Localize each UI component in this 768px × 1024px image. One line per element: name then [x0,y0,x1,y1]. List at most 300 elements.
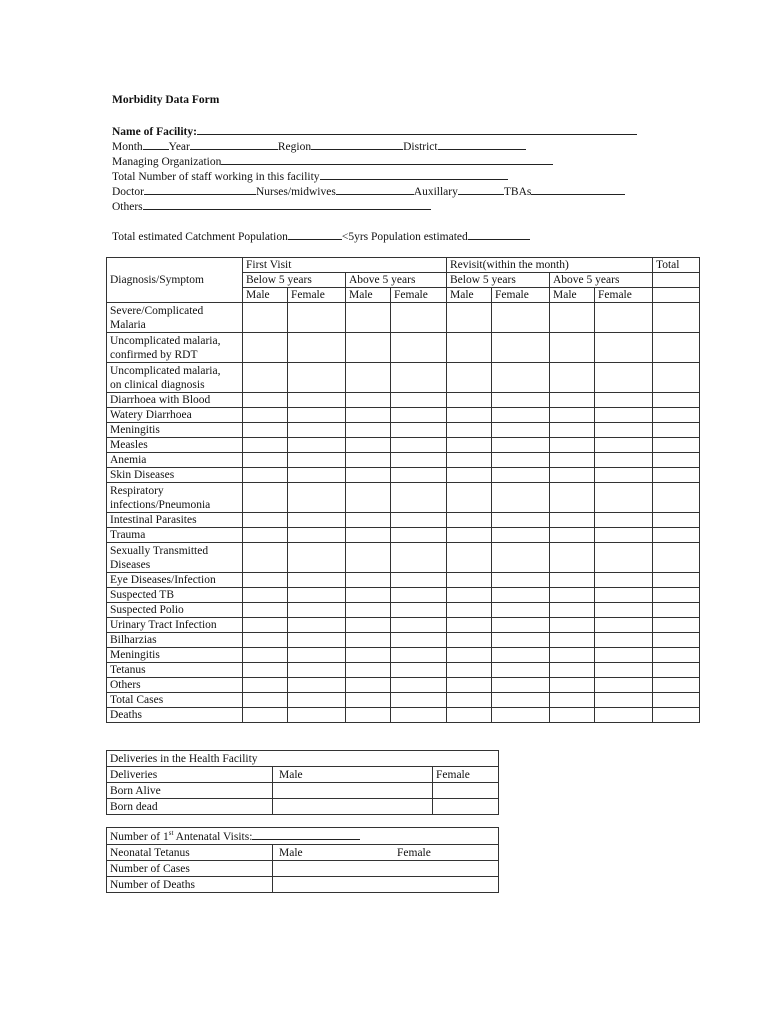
district-label: District [403,141,438,153]
count-cell[interactable] [346,708,391,723]
count-cell[interactable] [595,648,653,663]
count-cell[interactable] [243,333,288,363]
count-cell[interactable] [492,303,550,333]
neonatal-female-header: Female [397,846,431,859]
table-row [107,618,700,633]
year-field[interactable] [190,138,278,150]
count-cell[interactable] [391,648,447,663]
count-cell[interactable] [653,423,700,438]
count-cell[interactable] [653,543,700,573]
first-visit-header: First Visit [243,258,447,273]
table-row [107,633,700,648]
count-cell[interactable] [595,678,653,693]
neonatal-sex-header [273,845,499,861]
count-cell[interactable] [492,663,550,678]
count-cell[interactable] [391,303,447,333]
count-cell[interactable] [550,678,595,693]
count-cell[interactable] [653,633,700,648]
count-cell[interactable] [243,483,288,513]
count-cell[interactable] [550,303,595,333]
count-cell[interactable] [595,633,653,648]
count-cell[interactable] [391,588,447,603]
count-cell[interactable] [595,453,653,468]
count-cell[interactable] [391,618,447,633]
male-header: Male [346,288,391,303]
deliveries-table [106,750,499,815]
count-cell[interactable] [447,483,492,513]
count-cell[interactable] [243,663,288,678]
count-cell[interactable] [595,603,653,618]
born-alive-label: Born Alive [107,783,273,799]
count-cell[interactable] [288,438,346,453]
count-cell[interactable] [243,513,288,528]
count-cell[interactable] [346,693,391,708]
count-cell[interactable] [492,423,550,438]
count-cell[interactable] [550,438,595,453]
count-cell[interactable] [447,513,492,528]
count-cell[interactable] [550,618,595,633]
count-cell[interactable] [550,393,595,408]
count-cell[interactable] [550,483,595,513]
count-cell[interactable] [492,678,550,693]
table-row [107,543,700,573]
count-cell[interactable] [288,333,346,363]
population-line [112,228,530,244]
antenatal-table [106,827,499,893]
count-cell[interactable] [391,573,447,588]
count-cell[interactable] [653,408,700,423]
diagnosis-label [107,588,243,603]
count-cell[interactable] [595,483,653,513]
count-cell[interactable] [447,528,492,543]
total-staff-field[interactable] [320,168,508,180]
count-cell[interactable] [447,663,492,678]
diagnosis-label-line: Intestinal Parasites [110,514,197,526]
count-cell[interactable] [492,513,550,528]
count-cell[interactable] [346,393,391,408]
count-cell[interactable] [346,588,391,603]
born-dead-male-cell[interactable] [273,799,433,815]
count-cell[interactable] [288,468,346,483]
count-cell[interactable] [346,543,391,573]
count-cell[interactable] [653,603,700,618]
staff-breakdown-line [112,183,625,199]
table-row [107,573,700,588]
diagnosis-label [107,468,243,483]
tbas-field[interactable] [531,183,625,195]
count-cell[interactable] [288,708,346,723]
count-cell[interactable] [288,363,346,393]
count-cell[interactable] [391,603,447,618]
count-cell[interactable] [391,663,447,678]
count-cell[interactable] [243,408,288,423]
count-cell[interactable] [243,573,288,588]
count-cell[interactable] [243,693,288,708]
managing-org-field[interactable] [221,153,553,165]
antenatal-prefix: Number of 1 [110,831,169,843]
others-line [112,198,431,214]
count-cell[interactable] [653,693,700,708]
table-row [107,303,700,333]
table-row [107,513,700,528]
count-cell[interactable] [346,603,391,618]
diagnosis-label-line: Malaria [110,318,146,331]
diagnosis-label-line: Trauma [110,529,146,541]
count-cell[interactable] [346,468,391,483]
count-cell[interactable] [653,453,700,468]
header-row-1 [107,258,700,273]
count-cell[interactable] [346,453,391,468]
count-cell[interactable] [447,423,492,438]
male-header: Male [447,288,492,303]
deliveries-header-row [107,767,499,783]
count-cell[interactable] [653,303,700,333]
count-cell[interactable] [391,543,447,573]
born-dead-female-cell[interactable] [433,799,499,815]
count-cell[interactable] [595,588,653,603]
count-cell[interactable] [653,393,700,408]
diagnosis-label-line: Sexually Transmitted [110,544,209,557]
count-cell[interactable] [595,333,653,363]
count-cell[interactable] [492,633,550,648]
count-cell[interactable] [346,678,391,693]
born-alive-female-cell[interactable] [433,783,499,799]
total-staff-line [112,168,508,184]
count-cell[interactable] [653,513,700,528]
month-label: Month [112,141,143,153]
count-cell[interactable] [653,708,700,723]
count-cell[interactable] [288,528,346,543]
born-alive-row [107,783,499,799]
count-cell[interactable] [346,438,391,453]
count-cell[interactable] [595,468,653,483]
year-label: Year [168,141,190,153]
count-cell[interactable] [391,393,447,408]
table-row [107,408,700,423]
count-cell[interactable] [447,633,492,648]
count-cell[interactable] [346,483,391,513]
count-cell[interactable] [243,588,288,603]
count-cell[interactable] [550,468,595,483]
count-cell[interactable] [447,453,492,468]
count-cell[interactable] [595,393,653,408]
count-cell[interactable] [346,408,391,423]
count-cell[interactable] [288,648,346,663]
count-cell[interactable] [492,573,550,588]
count-cell[interactable] [653,468,700,483]
count-cell[interactable] [243,468,288,483]
count-cell[interactable] [447,363,492,393]
diagnosis-label-line: Skin Diseases [110,469,175,481]
diagnosis-label-line: Bilharzias [110,634,157,646]
count-cell[interactable] [243,438,288,453]
female-header: Female [288,288,346,303]
district-field[interactable] [438,138,526,150]
count-cell[interactable] [288,393,346,408]
count-cell[interactable] [550,528,595,543]
count-cell[interactable] [550,573,595,588]
count-cell[interactable] [595,543,653,573]
diagnosis-label-line: on clinical diagnosis [110,378,205,391]
count-cell[interactable] [653,618,700,633]
count-cell[interactable] [492,618,550,633]
region-field[interactable] [311,138,403,150]
count-cell[interactable] [346,363,391,393]
count-cell[interactable] [550,408,595,423]
diagnosis-label [107,618,243,633]
count-cell[interactable] [653,363,700,393]
count-cell[interactable] [288,513,346,528]
count-cell[interactable] [447,408,492,423]
count-cell[interactable] [595,618,653,633]
count-cell[interactable] [288,663,346,678]
count-cell[interactable] [447,708,492,723]
count-cell[interactable] [550,633,595,648]
count-cell[interactable] [492,438,550,453]
count-cell[interactable] [595,408,653,423]
count-cell[interactable] [653,528,700,543]
diagnosis-label [107,693,243,708]
count-cell[interactable] [550,363,595,393]
count-cell[interactable] [492,393,550,408]
diagnosis-label [107,648,243,663]
count-cell[interactable] [243,453,288,468]
count-cell[interactable] [346,513,391,528]
count-cell[interactable] [595,693,653,708]
count-cell[interactable] [391,363,447,393]
count-cell[interactable] [391,423,447,438]
count-cell[interactable] [243,648,288,663]
month-field[interactable] [143,138,169,150]
count-cell[interactable] [288,588,346,603]
count-cell[interactable] [346,618,391,633]
count-cell[interactable] [243,543,288,573]
revisit-above5-header: Above 5 years [550,273,653,288]
count-cell[interactable] [346,633,391,648]
count-cell[interactable] [447,468,492,483]
count-cell[interactable] [243,393,288,408]
count-cell[interactable] [492,588,550,603]
count-cell[interactable] [550,423,595,438]
count-cell[interactable] [653,588,700,603]
count-cell[interactable] [391,528,447,543]
diagnosis-label [107,528,243,543]
facility-label: Name of Facility: [112,126,197,138]
cases-cell[interactable] [273,861,499,877]
facility-field[interactable] [197,123,637,135]
table-row [107,648,700,663]
count-cell[interactable] [653,483,700,513]
count-cell[interactable] [288,603,346,618]
count-cell[interactable] [447,678,492,693]
table-row [107,468,700,483]
count-cell[interactable] [288,483,346,513]
under5-field[interactable] [468,228,530,240]
count-cell[interactable] [288,453,346,468]
auxillary-field[interactable] [458,183,504,195]
neonatal-male-header: Male [279,846,303,859]
count-cell[interactable] [492,363,550,393]
count-cell[interactable] [595,438,653,453]
count-cell[interactable] [492,648,550,663]
count-cell[interactable] [346,423,391,438]
count-cell[interactable] [653,573,700,588]
deliveries-title-row [107,751,499,767]
count-cell[interactable] [550,453,595,468]
count-cell[interactable] [346,303,391,333]
count-cell[interactable] [391,453,447,468]
count-cell[interactable] [492,708,550,723]
count-cell[interactable] [391,468,447,483]
count-cell[interactable] [288,678,346,693]
count-cell[interactable] [243,528,288,543]
count-cell[interactable] [653,648,700,663]
count-cell[interactable] [288,633,346,648]
count-cell[interactable] [447,393,492,408]
count-cell[interactable] [243,708,288,723]
count-cell[interactable] [653,333,700,363]
count-cell[interactable] [550,543,595,573]
count-cell[interactable] [243,423,288,438]
count-cell[interactable] [288,693,346,708]
count-cell[interactable] [492,693,550,708]
count-cell[interactable] [391,438,447,453]
deaths-row [107,877,499,893]
diagnosis-label-line: Eye Diseases/Infection [110,574,216,586]
count-cell[interactable] [492,333,550,363]
female-header: Female [492,288,550,303]
others-label: Others [112,201,143,213]
count-cell[interactable] [346,528,391,543]
deliveries-label: Deliveries [107,767,273,783]
count-cell[interactable] [550,513,595,528]
count-cell[interactable] [391,678,447,693]
count-cell[interactable] [288,408,346,423]
count-cell[interactable] [391,408,447,423]
diagnosis-label-line: Total Cases [110,694,164,706]
count-cell[interactable] [243,303,288,333]
count-cell[interactable] [595,528,653,543]
count-cell[interactable] [447,588,492,603]
count-cell[interactable] [391,513,447,528]
count-cell[interactable] [447,573,492,588]
revisit-below5-header: Below 5 years [447,273,550,288]
doctor-field[interactable] [144,183,256,195]
count-cell[interactable] [288,618,346,633]
count-cell[interactable] [492,528,550,543]
count-cell[interactable] [243,618,288,633]
diagnosis-label-line: Measles [110,439,148,451]
count-cell[interactable] [447,303,492,333]
count-cell[interactable] [288,423,346,438]
count-cell[interactable] [550,333,595,363]
born-alive-male-cell[interactable] [273,783,433,799]
total-blank-cell[interactable] [653,273,700,288]
others-field[interactable] [143,198,431,210]
count-cell[interactable] [288,543,346,573]
count-cell[interactable] [653,438,700,453]
diagnosis-label-line: Respiratory [110,484,164,497]
count-cell[interactable] [243,363,288,393]
count-cell[interactable] [653,663,700,678]
born-dead-label: Born dead [107,799,273,815]
managing-org-line [112,153,553,169]
count-cell[interactable] [346,333,391,363]
count-cell[interactable] [492,453,550,468]
diagnosis-label-line: Meningitis [110,649,160,661]
count-cell[interactable] [550,603,595,618]
revisit-header: Revisit(within the month) [447,258,653,273]
count-cell[interactable] [391,483,447,513]
count-cell[interactable] [595,708,653,723]
count-cell[interactable] [550,588,595,603]
count-cell[interactable] [391,633,447,648]
count-cell[interactable] [346,573,391,588]
count-cell[interactable] [447,648,492,663]
count-cell[interactable] [653,678,700,693]
deaths-cell[interactable] [273,877,499,893]
table-row [107,333,700,363]
count-cell[interactable] [595,663,653,678]
count-cell[interactable] [391,333,447,363]
first-above5-header: Above 5 years [346,273,447,288]
count-cell[interactable] [550,708,595,723]
count-cell[interactable] [595,573,653,588]
count-cell[interactable] [492,603,550,618]
count-cell[interactable] [288,303,346,333]
facility-line [112,123,637,139]
count-cell[interactable] [447,333,492,363]
diagnosis-label-line: Deaths [110,709,142,721]
diagnosis-label-line: infections/Pneumonia [110,498,211,511]
count-cell[interactable] [595,423,653,438]
antenatal-superscript: st [168,829,174,838]
count-cell[interactable] [492,483,550,513]
count-cell[interactable] [447,603,492,618]
count-cell[interactable] [447,543,492,573]
count-cell[interactable] [243,678,288,693]
antenatal-visits-field[interactable] [252,828,360,840]
first-below5-header: Below 5 years [243,273,346,288]
total-blank-cell[interactable] [653,288,700,303]
count-cell[interactable] [595,363,653,393]
count-cell[interactable] [346,663,391,678]
count-cell[interactable] [595,303,653,333]
diagnosis-label-line: Tetanus [110,664,146,676]
count-cell[interactable] [447,693,492,708]
count-cell[interactable] [550,648,595,663]
catchment-field[interactable] [288,228,342,240]
count-cell[interactable] [288,573,346,588]
count-cell[interactable] [243,603,288,618]
count-cell[interactable] [550,693,595,708]
count-cell[interactable] [492,468,550,483]
count-cell[interactable] [447,438,492,453]
diagnosis-label [107,483,243,513]
count-cell[interactable] [447,618,492,633]
count-cell[interactable] [391,693,447,708]
nurses-field[interactable] [336,183,414,195]
managing-org-label: Managing Organization [112,156,222,168]
count-cell[interactable] [243,633,288,648]
count-cell[interactable] [492,543,550,573]
count-cell[interactable] [391,708,447,723]
count-cell[interactable] [595,513,653,528]
diagnosis-label [107,393,243,408]
count-cell[interactable] [550,663,595,678]
count-cell[interactable] [492,408,550,423]
count-cell[interactable] [346,648,391,663]
